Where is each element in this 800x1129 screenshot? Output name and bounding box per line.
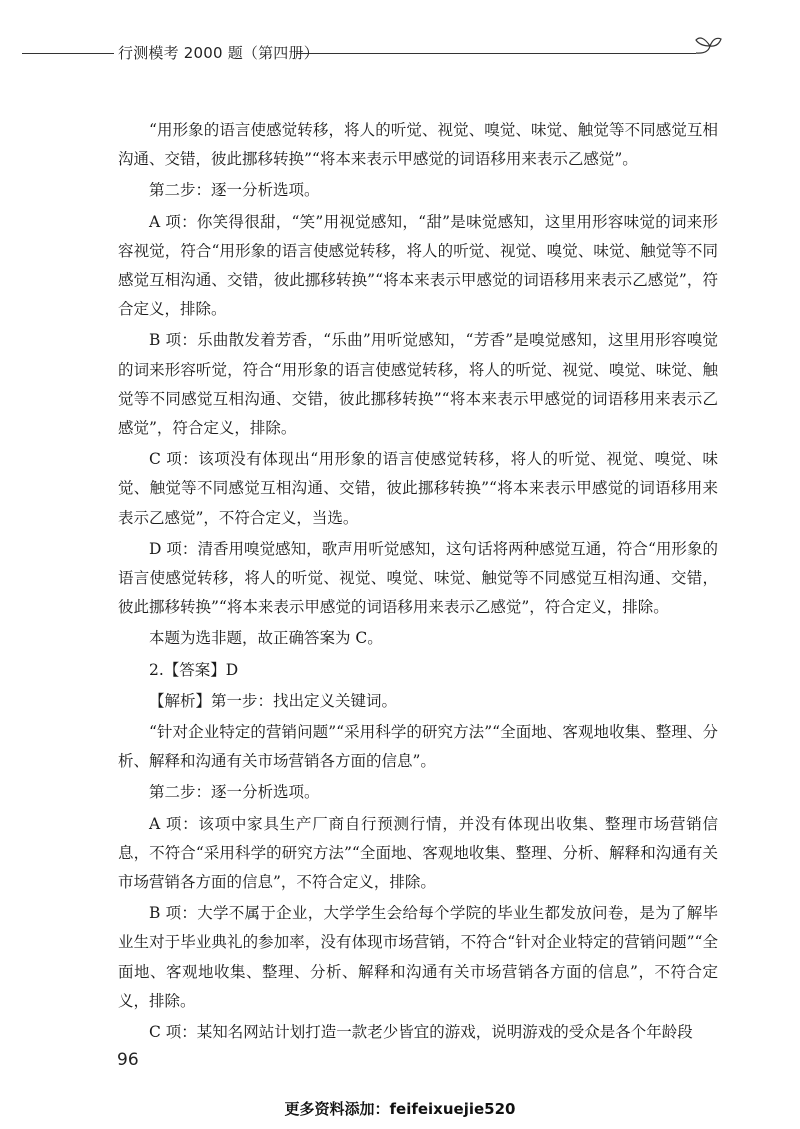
paragraph: 本题为选非题，故正确答案为 C。 [149, 629, 383, 648]
footer-note: 更多资料添加：feifeixuejie520 [284, 1100, 516, 1118]
paragraph: 第二步：逐一分析选项。 [149, 181, 320, 200]
paragraph: D 项：清香用嗅觉感知，歌声用听觉感知，这句话将两种感觉互通，符合“用形象的语言使感觉转移，将人的听觉、视觉、嗅觉、味觉、触觉等不同感觉互相沟通、交错，彼此挪移转换”“将本来表示甲感觉的词语移用来表示乙感觉”，符合定义，排除。 [118, 539, 718, 617]
paragraph: A 项：你笑得很甜，“笑”用视觉感知，“甜”是味觉感知，这里用形容味觉的词来形容视觉，符合“用形象的语言使感觉转移，将人的听觉、视觉、嗅觉、味觉、触觉等不同感觉互相沟通、交错，彼此挪移转换”“将本来表示甲感觉的词语移用来表示乙感觉”，符合定义，排除。 [118, 212, 718, 319]
page-number: 96 [117, 1050, 139, 1070]
paragraph: A 项：该项中家具生产厂商自行预测行情，并没有体现出收集、整理市场营销信息，不符合“采用科学的研究方法”“全面地、客观地收集、整理、分析、解释和沟通有关市场营销各方面的信息”，不符合定义，排除。 [118, 814, 718, 892]
header-title: 行测模考 2000 题（第四册） [118, 44, 319, 62]
sprout-icon [690, 30, 724, 64]
header-rule-right [296, 53, 696, 54]
header-rule-left [22, 53, 114, 54]
paragraph: B 项：大学不属于企业，大学学生会给每个学院的毕业生都发放问卷，是为了解毕业生对于毕业典礼的参加率，没有体现市场营销，不符合“针对企业特定的营销问题”“全面地、客观地收集、整理、分析、解释和沟通有关市场营销各方面的信息”，不符合定义，排除。 [118, 904, 718, 1010]
analysis-heading: 【解析】第一步：找出定义关键词。 [149, 691, 398, 710]
paragraph: B 项：乐曲散发着芳香，“乐曲”用听觉感知，“芳香”是嗅觉感知，这里用形容嗅觉的词来形容听觉，符合“用形象的语言使感觉转移，将人的听觉、视觉、嗅觉、味觉、触觉等不同感觉互相沟通、交错，彼此挪移转换”“将本来表示甲感觉的词语移用来表示乙感觉”，符合定义，排除。 [118, 331, 718, 438]
answer-heading: 2.【答案】D [149, 660, 239, 679]
paragraph: “针对企业特定的营销问题”“采用科学的研究方法”“全面地、客观地收集、整理、分析、解释和沟通有关市场营销各方面的信息”。 [118, 723, 718, 771]
paragraph: C 项：某知名网站计划打造一款老少皆宜的游戏，说明游戏的受众是各个年龄段 [149, 1023, 693, 1042]
paragraph: 第二步：逐一分析选项。 [149, 783, 320, 802]
body-text [118, 116, 718, 1049]
running-header [0, 38, 800, 68]
paragraph: “用形象的语言使感觉转移，将人的听觉、视觉、嗅觉、味觉、触觉等不同感觉互相沟通、交错，彼此挪移转换”“将本来表示甲感觉的词语移用来表示乙感觉”。 [118, 121, 718, 169]
paragraph: C 项：该项没有体现出“用形象的语言使感觉转移，将人的听觉、视觉、嗅觉、味觉、触觉等不同感觉互相沟通、交错，彼此挪移转换”“将本来表示甲感觉的词语移用来表示乙感觉”，不符合定义，当选。 [118, 450, 718, 527]
